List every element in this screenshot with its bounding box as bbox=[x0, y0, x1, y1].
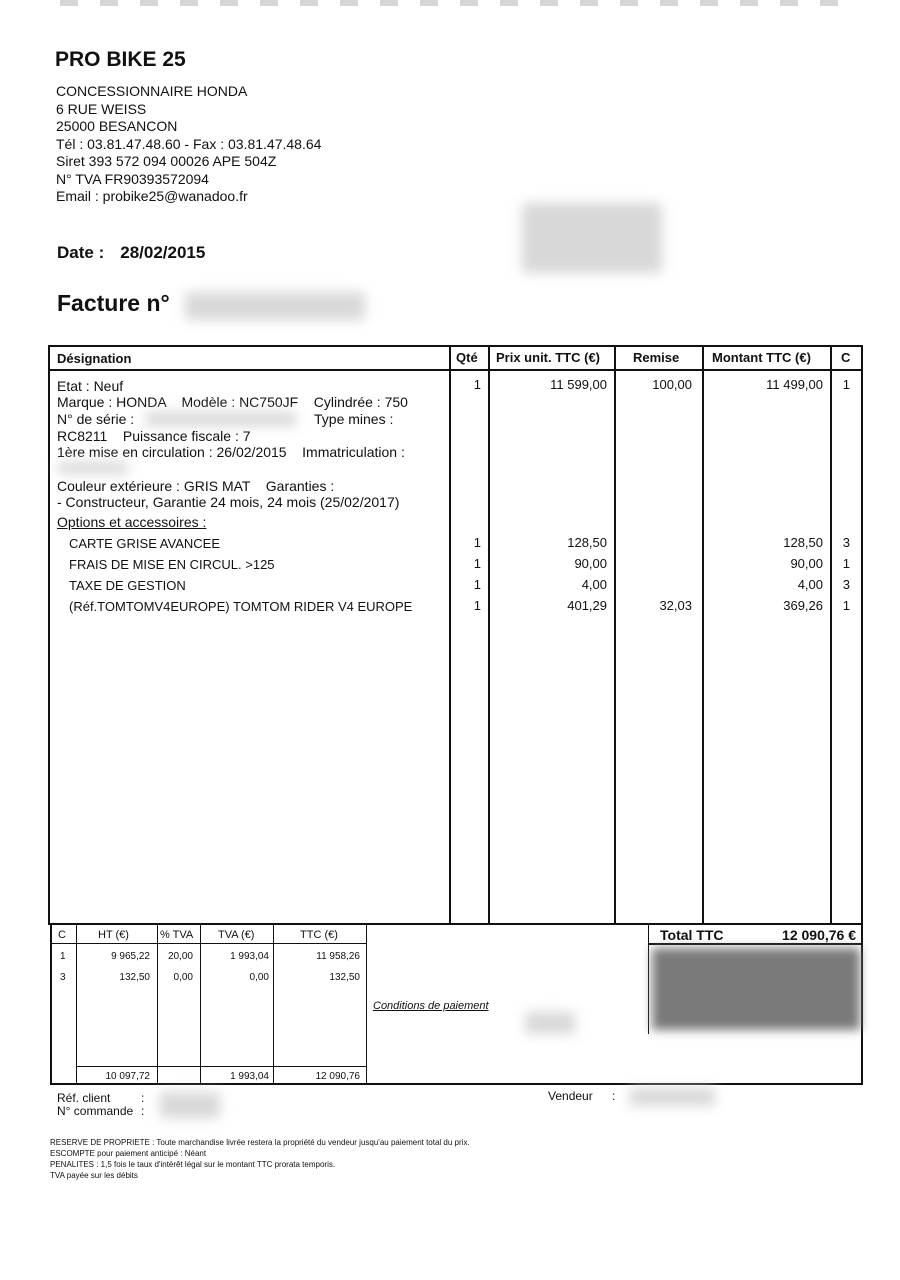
order-number-colon: : bbox=[141, 1104, 145, 1118]
client-ref-colon: : bbox=[141, 1091, 145, 1105]
vat-row-rate: 20,00 bbox=[167, 951, 193, 962]
order-number-label: N° commande bbox=[57, 1104, 134, 1118]
option-code: 1 bbox=[842, 556, 850, 571]
vat-row-ttc: 11 958,26 bbox=[316, 951, 360, 962]
vehicle-unit-price: 11 599,00 bbox=[550, 377, 607, 392]
col-divider bbox=[488, 345, 490, 925]
redacted-payment-conditions bbox=[525, 1012, 575, 1034]
address-line: Email : probike25@wanadoo.fr bbox=[56, 188, 248, 204]
scan-noise bbox=[60, 0, 860, 6]
address-line: CONCESSIONNAIRE HONDA bbox=[56, 83, 248, 99]
vehicle-type-label: Type mines : bbox=[314, 411, 394, 427]
redacted-customer-address bbox=[522, 203, 662, 273]
vat-row-code: 3 bbox=[60, 972, 66, 983]
header-unit-price: Prix unit. TTC (€) bbox=[496, 350, 600, 365]
vehicle-serial-label: N° de série : bbox=[57, 411, 135, 427]
option-unit-price: 128,50 bbox=[567, 535, 607, 550]
vehicle-model: Marque : HONDA Modèle : NC750JF Cylindrée : 750 bbox=[57, 394, 408, 410]
vat-header-code: C bbox=[58, 929, 66, 941]
option-label: TAXE DE GESTION bbox=[69, 578, 186, 593]
option-qty: 1 bbox=[473, 598, 481, 613]
col-divider bbox=[702, 345, 704, 925]
footer-line: PENALITES : 1,5 fois le taux d'intérêt légal sur le montant TTC prorata temporis. bbox=[50, 1160, 336, 1169]
total-value: 12 090,76 € bbox=[782, 927, 856, 943]
vehicle-type-power: RC8211 Puissance fiscale : 7 bbox=[57, 428, 251, 444]
vat-col-divider bbox=[366, 924, 367, 1084]
vat-header-ht: HT (€) bbox=[98, 929, 129, 941]
vehicle-registration: 1ère mise en circulation : 26/02/2015 Immatriculation : bbox=[57, 444, 405, 460]
header-code: C bbox=[841, 350, 851, 365]
footer-line: TVA payée sur les débits bbox=[50, 1171, 138, 1180]
vat-row-code: 1 bbox=[60, 951, 66, 962]
address-line: Siret 393 572 094 00026 APE 504Z bbox=[56, 153, 277, 169]
option-amount: 369,26 bbox=[783, 598, 823, 613]
option-code: 3 bbox=[842, 577, 850, 592]
vendor-label: Vendeur bbox=[548, 1089, 593, 1103]
address-line: N° TVA FR90393572094 bbox=[56, 170, 209, 187]
redacted-payment-block bbox=[652, 948, 860, 1030]
vat-header-rule bbox=[51, 943, 366, 944]
address-line: Tél : 03.81.47.48.60 - Fax : 03.81.47.48.64 bbox=[56, 135, 322, 152]
vehicle-amount: 11 499,00 bbox=[766, 377, 823, 392]
header-designation: Désignation bbox=[57, 351, 132, 366]
footer-line: RESERVE DE PROPRIETE : Toute marchandise livrée restera la propriété du vendeur jusqu'au paiement total du prix. bbox=[50, 1138, 470, 1147]
total-box-divider bbox=[648, 924, 649, 1034]
total-label: Total TTC bbox=[660, 927, 724, 943]
option-label: CARTE GRISE AVANCEE bbox=[69, 536, 220, 551]
date-label: Date : bbox=[57, 243, 105, 262]
option-unit-price: 401,29 bbox=[567, 598, 607, 613]
footer-line: ESCOMPTE pour paiement anticipé : Néant bbox=[50, 1149, 207, 1158]
option-unit-price: 90,00 bbox=[574, 556, 607, 571]
vehicle-warranty: - Constructeur, Garantie 24 mois, 24 mois (25/02/2017) bbox=[57, 494, 400, 510]
option-qty: 1 bbox=[473, 556, 481, 571]
vat-total-rule bbox=[76, 1066, 366, 1067]
vat-row-ttc: 132,50 bbox=[329, 972, 360, 983]
vat-total-tva: 1 993,04 bbox=[230, 1071, 269, 1082]
payment-conditions-label: Conditions de paiement bbox=[373, 1000, 489, 1012]
options-heading: Options et accessoires : bbox=[57, 514, 207, 530]
option-code: 3 bbox=[842, 535, 850, 550]
redacted-serial bbox=[146, 412, 296, 426]
vehicle-code: 1 bbox=[842, 377, 850, 392]
option-unit-price: 4,00 bbox=[581, 577, 607, 592]
option-amount: 128,50 bbox=[783, 535, 823, 550]
vat-col-divider bbox=[200, 924, 201, 1084]
table-header-rule bbox=[48, 369, 863, 371]
vat-row-tva: 1 993,04 bbox=[230, 951, 269, 962]
header-qty: Qté bbox=[456, 350, 478, 365]
option-code: 1 bbox=[842, 598, 850, 613]
vehicle-color-warranty: Couleur extérieure : GRIS MAT Garanties : bbox=[57, 478, 335, 494]
company-address bbox=[56, 83, 321, 206]
client-ref-label: Réf. client bbox=[57, 1091, 111, 1105]
option-amount: 4,00 bbox=[797, 577, 823, 592]
vat-header-ttc: TTC (€) bbox=[300, 929, 338, 941]
vat-col-divider bbox=[157, 924, 158, 1084]
option-discount: 32,03 bbox=[659, 598, 692, 613]
option-label: FRAIS DE MISE EN CIRCUL. >125 bbox=[69, 557, 275, 572]
option-amount: 90,00 bbox=[790, 556, 823, 571]
address-line: 6 RUE WEISS bbox=[56, 100, 147, 117]
header-discount: Remise bbox=[633, 350, 680, 365]
header-amount: Montant TTC (€) bbox=[712, 350, 811, 365]
date-value: 28/02/2015 bbox=[120, 243, 206, 262]
vehicle-discount: 100,00 bbox=[652, 377, 692, 392]
vat-header-rate: % TVA bbox=[160, 929, 194, 941]
option-qty: 1 bbox=[473, 577, 481, 592]
vehicle-state: Etat : Neuf bbox=[57, 378, 124, 394]
invoice-number-label: Facture n° bbox=[57, 290, 170, 316]
col-divider bbox=[449, 345, 451, 925]
address-line: 25000 BESANCON bbox=[56, 118, 178, 134]
col-divider bbox=[830, 345, 832, 925]
option-qty: 1 bbox=[473, 535, 481, 550]
company-name: PRO BIKE 25 bbox=[55, 48, 186, 71]
vat-col-divider bbox=[76, 924, 77, 1084]
vendor-colon: : bbox=[612, 1089, 616, 1103]
vat-header-tva: TVA (€) bbox=[218, 929, 255, 941]
vat-row-rate: 0,00 bbox=[173, 972, 193, 983]
vat-total-ttc: 12 090,76 bbox=[315, 1071, 360, 1082]
col-divider bbox=[614, 345, 616, 925]
vat-row-tva: 0,00 bbox=[249, 972, 269, 983]
redacted-invoice-number bbox=[185, 292, 365, 320]
vat-col-divider bbox=[273, 924, 274, 1084]
vat-row-ht: 132,50 bbox=[119, 972, 150, 983]
total-rule bbox=[648, 943, 862, 945]
invoice-date bbox=[57, 243, 205, 263]
redacted-client-ref bbox=[160, 1092, 220, 1118]
redacted-registration bbox=[58, 462, 128, 474]
vat-row-ht: 9 965,22 bbox=[111, 951, 150, 962]
option-label: (Réf.TOMTOMV4EUROPE) TOMTOM RIDER V4 EUROPE bbox=[69, 599, 413, 614]
vehicle-qty: 1 bbox=[473, 377, 481, 392]
vat-total-ht: 10 097,72 bbox=[105, 1071, 150, 1082]
redacted-vendor bbox=[630, 1088, 715, 1106]
